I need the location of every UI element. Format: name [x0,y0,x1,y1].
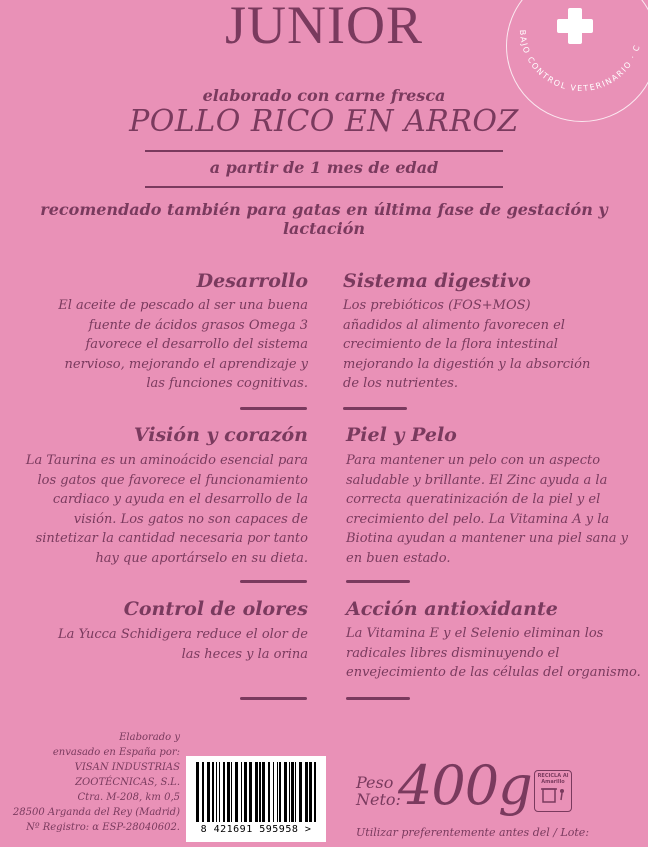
barcode-bar [262,762,265,822]
recycle-icon [534,770,572,812]
text-line: saludable y brillante. El Zinc ayuda a la [346,472,608,488]
text-line: sintetizar la cantidad necesaria por tanto [35,531,308,546]
section-text-vision-corazon [10,451,308,568]
section-title-control-olores: Control de olores [123,598,308,620]
divider [145,186,503,188]
mfg-line: 28500 Arganda del Rey (Madrid) [12,807,180,818]
subtitle-large: POLLO RICO EN ARROZ [129,104,519,139]
text-line: en buen estado. [346,550,451,566]
text-line: Biotina ayudan a mantener una piel sana y [346,531,628,546]
barcode-bar [212,762,214,822]
barcode-bar [279,762,281,822]
text-line: La Taurina es un aminoácido esencial para [25,453,308,468]
section-separator [240,407,307,410]
text-line: cardiaco y ayuda en el desarrollo de la [52,492,308,507]
seal-text: BAJO CONTROL VETERINARIO · C [517,29,643,94]
barcode-number: 8 421691 595958 > [200,824,312,835]
barcode-bar [305,762,308,822]
barcode-bar [291,762,294,822]
mfg-line: Elaborado y [119,732,180,743]
barcode-bar [231,762,232,822]
section-text-desarrollo [20,296,308,394]
section-text-control-olores [20,625,308,664]
divider [145,150,503,152]
weight-label-line: Peso [356,773,394,792]
barcode [186,756,326,842]
barcode-bar [309,762,312,822]
text-line: visión. Los gatos no son capaces de [73,511,308,527]
mfg-line: envasado en España por: [52,747,180,758]
recommendation: recomendado también para gatas en última fase de gestación y lactación [40,200,608,238]
text-line: los gatos que favorece el funcionamiento [37,472,308,488]
barcode-bar [227,762,230,822]
age-note: a partir de 1 mes de edad [209,158,439,177]
section-title-vision-corazon: Visión y corazón [133,424,308,446]
text-line: crecimiento de la flora intestinal [343,337,558,352]
section-separator [346,697,410,700]
section-text-piel-pelo [346,451,642,568]
text-line: envejecimiento de las células del organismo. [346,665,641,680]
barcode-bar [235,762,238,822]
barcode-bar [244,762,247,822]
barcode-bar [202,762,204,822]
mfg-line: VISAN INDUSTRIAS [74,762,180,773]
recycle-label: RECICLA Al Amarillo [537,773,569,785]
text-line: mejorando la digestión y la absorción [343,356,591,372]
text-line: correcta queratinización de la piel y el [346,492,601,507]
barcode-bar [249,762,252,822]
barcode-bar [196,762,199,822]
barcode-bar [299,762,302,822]
barcode-bar [277,762,278,822]
mfg-line: ZOOTÉCNICAS, S.L. [75,777,180,788]
section-separator [240,580,307,583]
section-title-accion-antioxidante: Acción antioxidante [346,598,558,620]
section-separator [343,407,407,410]
barcode-bar [241,762,242,822]
barcode-bar [207,762,210,822]
barcode-bar [259,762,261,822]
section-separator [240,697,307,700]
subtitle-small: elaborado con carne fresca [202,86,446,105]
text-line: crecimiento del pelo. La Vitamina A y la [346,511,610,527]
barcode-bars [186,756,326,826]
barcode-bar [314,762,316,822]
text-line: las funciones cognitivas. [146,376,308,391]
barcode-bar [255,762,258,822]
text-line: La Yucca Schidigera reduce el olor de [58,627,308,642]
text-line: nervioso, mejorando el aprendizaje y [64,356,308,372]
text-line: fuente de ácidos grasos Omega 3 [88,317,308,333]
section-text-sistema-digestivo [343,296,638,394]
barcode-bar [216,762,217,822]
text-line: de los nutrientes. [343,376,459,391]
barcode-bar [223,762,225,822]
barcode-bar [284,762,287,822]
barcode-bar [219,762,220,822]
text-line: favorece el desarrollo del sistema [85,337,308,352]
weight-label [356,774,401,808]
section-separator [346,580,410,583]
recycle-bin-icon [535,785,571,805]
text-line: El aceite de pescado al ser una buena [58,298,308,313]
text-line: La Vitamina E y el Selenio eliminan los [346,626,604,641]
best-before-note: Utilizar preferentemente antes del / Lote: [356,826,590,839]
text-line: Los prebióticos (FOS+MOS) [343,298,531,313]
text-line: radicales libres disminuyendo el [346,645,560,661]
net-weight: 400g [398,754,532,817]
barcode-bar [295,762,296,822]
text-line: añadidos al alimento favorecen el [343,317,565,333]
weight-label-line: Neto: [356,790,401,809]
brand-title: JUNIOR [224,0,423,55]
text-line: hay que aportárselo en su dieta. [95,550,308,566]
section-title-sistema-digestivo: Sistema digestivo [343,270,531,292]
barcode-bar [289,762,290,822]
section-text-accion-antioxidante [346,624,642,683]
mfg-line: Nº Registro: α ESP-28040602. [26,822,180,833]
section-title-desarrollo: Desarrollo [196,270,308,292]
cross-icon-bar [557,19,593,33]
section-title-piel-pelo: Piel y Pelo [346,424,457,446]
barcode-bar [268,762,270,822]
text-line: Para mantener un pelo con un aspecto [346,453,601,468]
manufacturer-info [0,730,180,835]
text-line: las heces y la orina [181,646,308,662]
barcode-bar [273,762,274,822]
mfg-line: Ctra. M-208, km 0,5 [77,792,180,803]
